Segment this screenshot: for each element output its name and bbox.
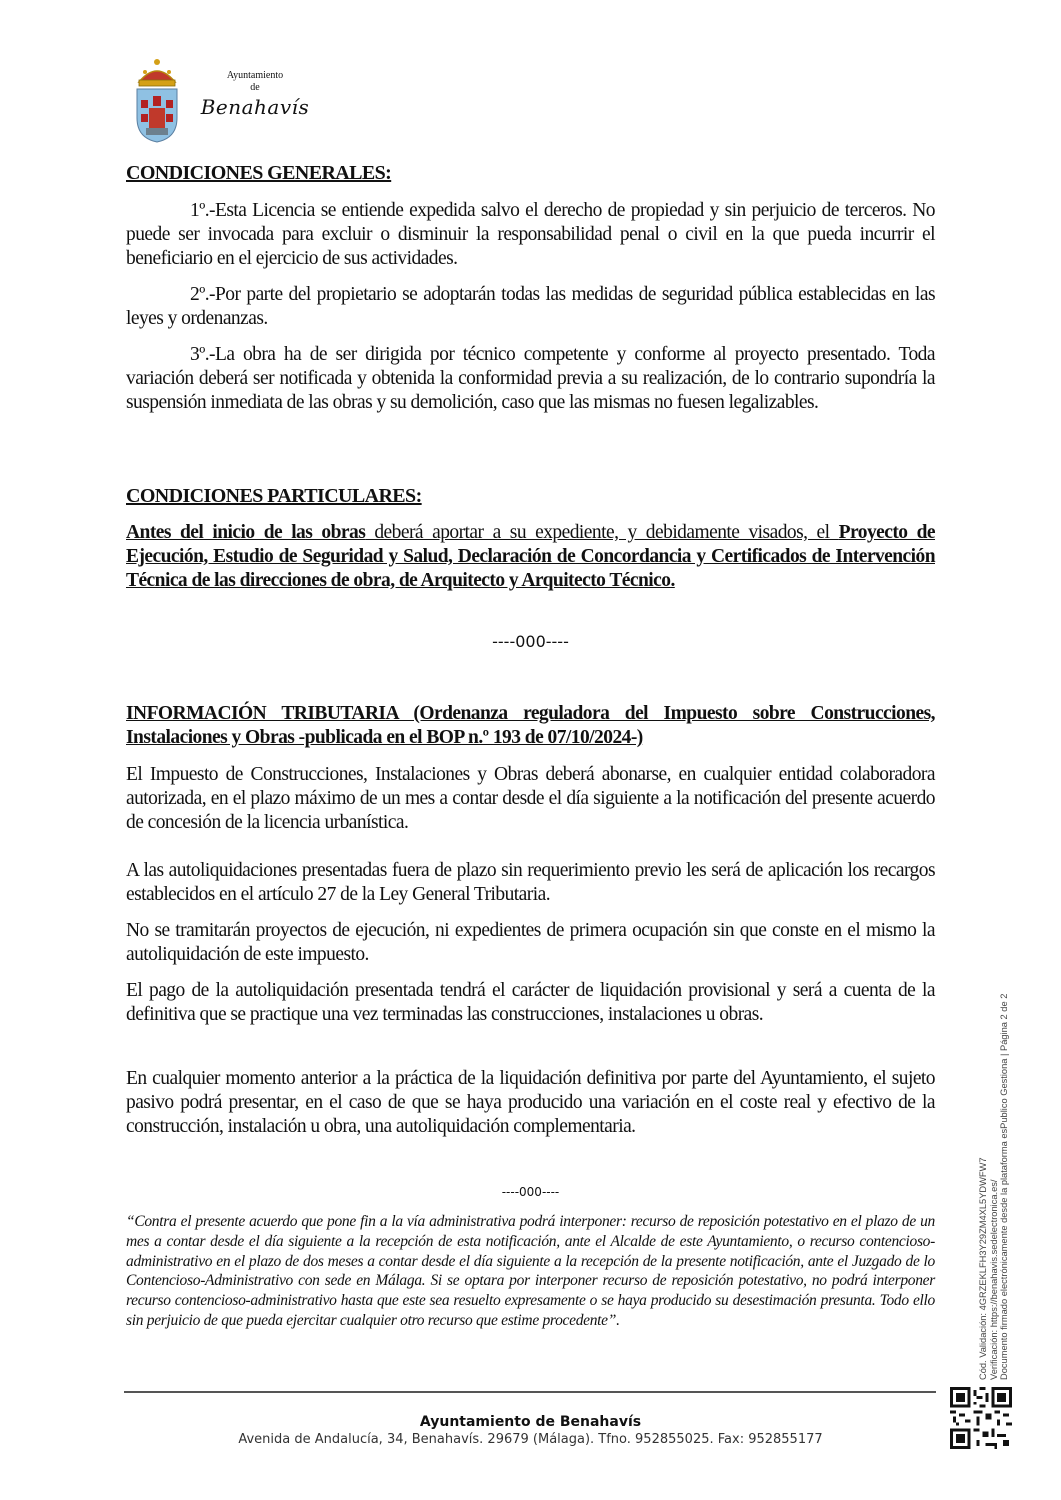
- tributaria-paragraph-4-wrap: [126, 979, 935, 1027]
- section-informacion-tributaria: [126, 702, 935, 750]
- validation-stamp: [978, 930, 1010, 1380]
- footer-title: Ayuntamiento de Benahavís: [419, 1414, 642, 1430]
- recurso-note-wrap: [126, 1212, 935, 1331]
- generales-paragraph-3: 3º.-La obra ha de ser dirigida por técnico competente y conforme al proyecto presentado. Toda variación deberá ser notificada y obtenida la conformidad previa a su realización, de lo contrario supondría la suspensión inmediata de las obras y su demolición, caso que las mismas no fuesen legalizables.: [126, 344, 935, 413]
- particulares-end: .: [670, 570, 675, 591]
- recurso-note: “Contra el presente acuerdo que pone fin a la vía administrativa podrá interponer: recurso de reposición potestativo en el plazo de un mes a contar desde el día siguiente a la recepción de esta notificación, ante el Alcalde de este Ayuntamiento, o recurso contencioso-administrativo en el plazo de dos meses a contar desde el día siguiente a la recepción de la presente notificación, ante el Juzgado de lo Contencioso-Administrativo con sede en Málaga. Si se optara por interponer recurso de reposición potestativo, no podrá interponer recurso contencioso-administrativo hasta que este sea resuelto expresamente o se haya producido su desestimación presunta. Todo ello sin perjuicio de que pueda ejercitar cualquier otro recurso que estime procedente”.: [126, 1213, 935, 1329]
- tributaria-paragraph-4: El pago de la autoliquidación presentada tendrá el carácter de liquidación provisional y será a cuenta de la definitiva que se practique una vez terminadas las construcciones, instalaciones u obras.: [126, 980, 935, 1025]
- tributaria-paragraph-5-wrap: [126, 1067, 935, 1139]
- tributaria-paragraph-5: En cualquier momento anterior a la práctica de la liquidación definitiva por parte del Ayuntamiento, el sujeto pasivo podrá presentar, en el caso de que se haya producido una variación en el coste real y efectivo de la construcción, instalación u obra, una autoliquidación complementaria.: [126, 1068, 935, 1137]
- section-condiciones-generales: [126, 162, 935, 185]
- tributaria-paragraph-1: El Impuesto de Construcciones, Instalaciones y Obras deberá abonarse, en cualquier entidad colaboradora autorizada, en el plazo máximo de un mes a contar desde el día siguiente a la notificación del presente acuerdo de concesión de la licencia urbanística.: [126, 764, 935, 833]
- generales-paragraph-2: 2º.-Por parte del propietario se adoptarán todas las medidas de seguridad pública establecidas en las leyes y ordenanzas.: [126, 284, 935, 329]
- tributaria-paragraph-3: No se tramitarán proyectos de ejecución, ni expedientes de primera ocupación sin que conste en el mismo la autoliquidación de este impuesto.: [126, 920, 935, 965]
- logo-text: [200, 70, 310, 120]
- tributaria-paragraph-2: A las autoliquidaciones presentadas fuera de plazo sin requerimiento previo les será de aplicación los recargos establecidos en el artículo 27 de la Ley General Tributaria.: [126, 860, 935, 905]
- section-title-generales: CONDICIONES GENERALES:: [126, 162, 392, 184]
- particulares-paragraph: [126, 521, 935, 593]
- section-condiciones-particulares: [126, 485, 935, 508]
- tributaria-paragraph-1-wrap: [126, 763, 935, 835]
- particulares-paragraph-wrap: [126, 521, 935, 593]
- separator: ----000----: [492, 632, 569, 651]
- logo-line-ayuntamiento: Ayuntamiento: [226, 70, 284, 81]
- section-title-tributaria: INFORMACIÓN TRIBUTARIA (Ordenanza reguladora del Impuesto sobre Construcciones, Instalaciones y Obras -publicada en el BOP n.º 193 de 07/10/2024-): [126, 703, 935, 748]
- particulares-bold-end: Proyecto de Ejecución, Estudio de Seguridad y Salud, Declaración de Concordancia y Certificados de Intervención Técnica de las direcciones de obra, de Arquitecto y Arquitecto Técnico: [126, 522, 936, 591]
- particulares-middle: deberá aportar a su expediente, y debidamente visados, el: [365, 522, 839, 543]
- validation-code: Cód. Validación: 4GRZEKLFH3Y29ZM4XL5YDWFW7: [978, 1157, 988, 1380]
- footer-divider: [124, 1391, 936, 1393]
- coat-of-arms-logo: [133, 56, 181, 144]
- particulares-bold-start: Antes del inicio de las obras: [126, 522, 366, 543]
- signature-note: Documento firmado electrónicamente desde la plataforma esPublico Gestiona | Página 2 de 2: [999, 993, 1009, 1380]
- generales-paragraph-1: 1º.-Esta Licencia se entiende expedida salvo el derecho de propiedad y sin perjuicio de terceros. No puede ser invocada para excluir o disminuir la responsabilidad penal o civil en la que pueda incurrir el beneficiario en el ejercicio de sus actividades.: [126, 200, 935, 269]
- tributaria-paragraph-2-wrap: [126, 859, 935, 907]
- section-title-particulares: CONDICIONES PARTICULARES:: [126, 485, 422, 507]
- logo-line-de: de: [250, 82, 260, 93]
- generales-paragraph-3-wrap: [126, 343, 935, 415]
- generales-paragraph-1-wrap: [126, 199, 935, 271]
- tributaria-paragraph-3-wrap: [126, 919, 935, 967]
- separator-small: ----000----: [501, 1185, 560, 1199]
- verification-url[interactable]: Verificación: https://benahavis.sedelectronica.es/: [988, 1179, 999, 1380]
- generales-paragraph-2-wrap: [126, 283, 935, 331]
- logo-name: Benahavís: [200, 95, 310, 119]
- footer-address: Avenida de Andalucía, 34, Benahavís. 29679 (Málaga). Tfno. 952855025. Fax: 952855177: [238, 1432, 823, 1447]
- qr-code: [950, 1387, 1012, 1449]
